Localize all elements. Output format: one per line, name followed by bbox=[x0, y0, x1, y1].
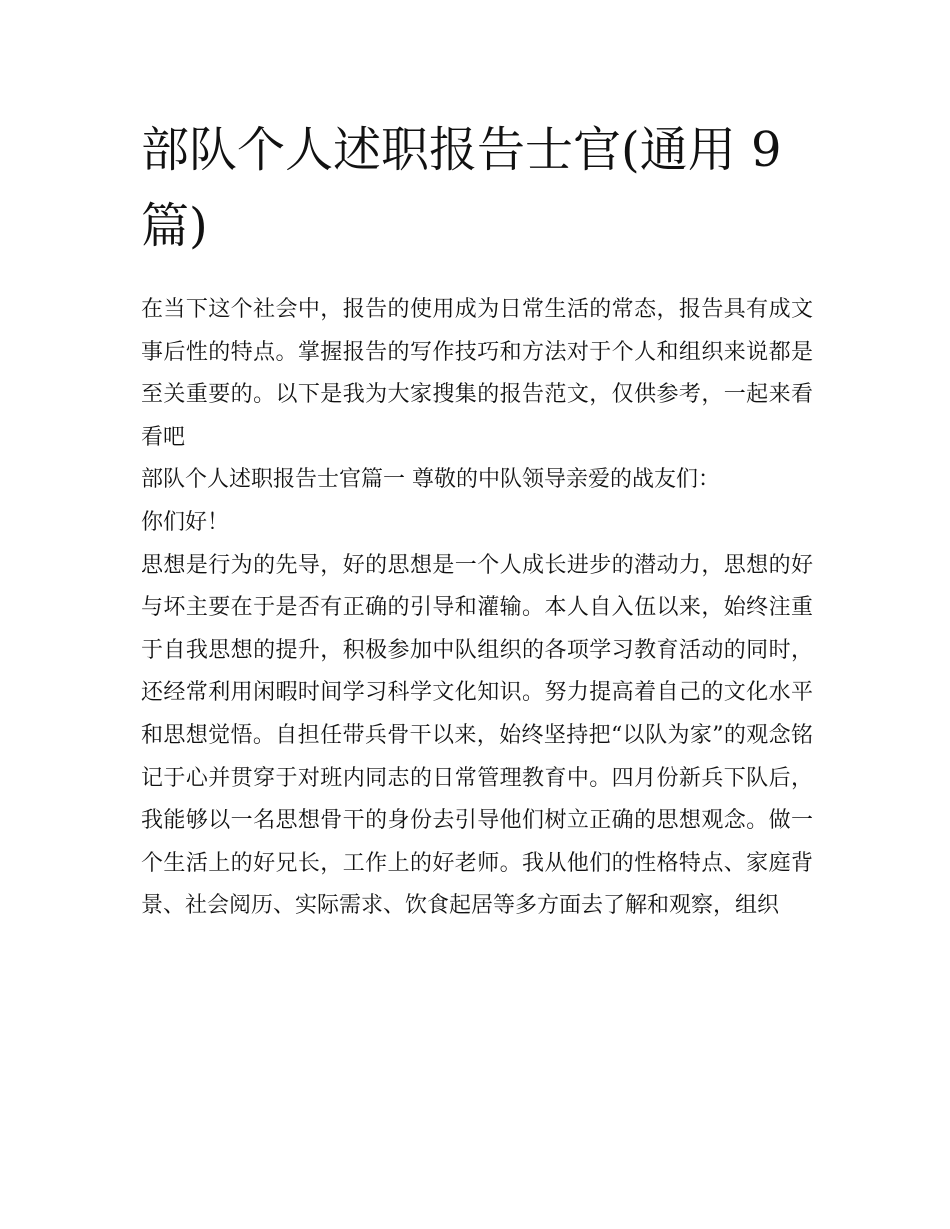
document-content bbox=[141, 112, 813, 928]
document-title: 部队个人述职报告士官(通用 9 篇) bbox=[141, 122, 782, 254]
intro-paragraph: 在当下这个社会中，报告的使用成为日常生活的常态，报告具有成文事后性的特点。掌握报告的写作技巧和方法对于个人和组织来说都是至关重要的。以下是我为大家搜集的报告范文，仅供参考，一起来看看吧 bbox=[141, 297, 813, 450]
document-body bbox=[141, 289, 813, 928]
section-heading-paragraph: 部队个人述职报告士官篇一 尊敬的中队领导亲爱的战友们： bbox=[141, 467, 720, 493]
body-paragraph: 思想是行为的先导，好的思想是一个人成长进步的潜动力，思想的好与坏主要在于是否有正确的引导和灌输。本人自入伍以来，始终注重于自我思想的提升，积极参加中队组织的各项学习教育活动的同时，还经常利用闲暇时间学习科学文化知识。努力提高着自己的文化水平和思想觉悟。自担任带兵骨干以来，始终坚持把“以队为家”的观念铭记于心并贯穿于对班内同志的日常管理教育中。四月份新兵下队后，我能够以一名思想骨干的身份去引导他们树立正确的思想观念。做一个生活上的好兄长，工作上的好老师。我从他们的性格特点、家庭背景、社会阅历、实际需求、饮食起居等多方面去了解和观察，组织 bbox=[141, 552, 813, 919]
greeting-paragraph: 你们好！ bbox=[141, 509, 230, 535]
